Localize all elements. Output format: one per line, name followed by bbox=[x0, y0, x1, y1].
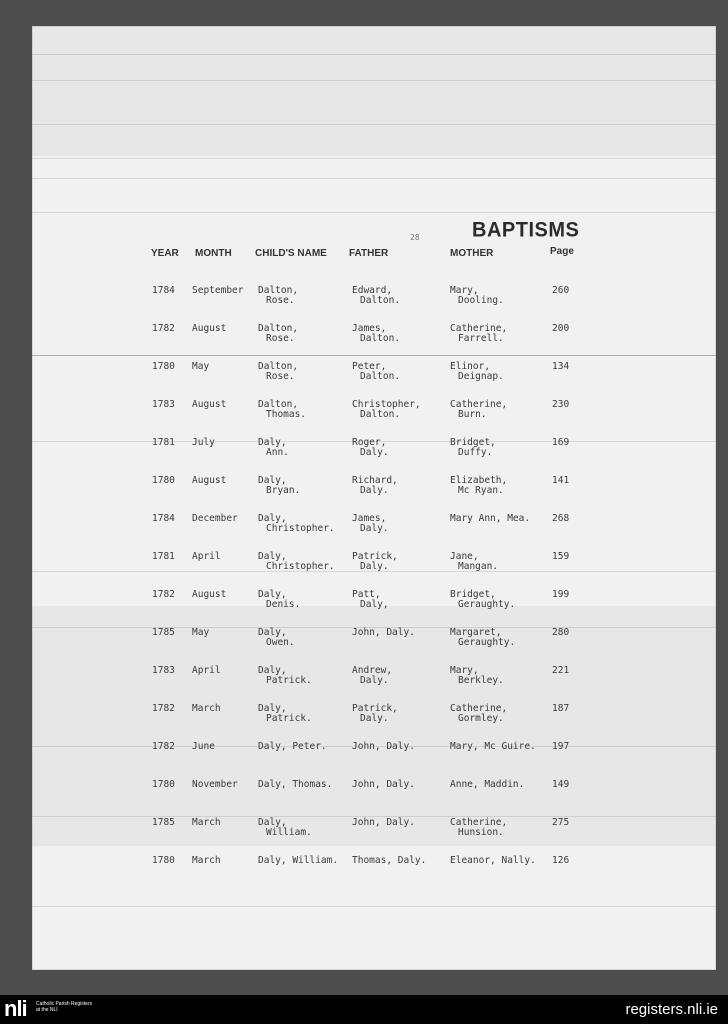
cell-page bbox=[552, 438, 569, 448]
header-page: Page bbox=[550, 246, 574, 257]
child-name-line: Daly, bbox=[258, 817, 287, 828]
mother-line: Jane, bbox=[450, 551, 479, 562]
mother-line: Bridget, bbox=[450, 437, 496, 448]
year-line: 1780 bbox=[152, 779, 175, 790]
table-row bbox=[32, 286, 716, 318]
child-name-line-2: Bryan. bbox=[266, 485, 301, 496]
mother-line: Mary, Mc Guire. bbox=[450, 741, 536, 752]
cell-child-name bbox=[258, 590, 300, 610]
cell-father bbox=[352, 590, 389, 610]
child-name-line: Dalton, bbox=[258, 361, 299, 372]
mother-line-2: Mc Ryan. bbox=[458, 485, 504, 496]
year-line: 1780 bbox=[152, 855, 175, 866]
mother-line: Mary Ann, Mea. bbox=[450, 513, 531, 524]
cell-father bbox=[352, 324, 400, 344]
year-line: 1785 bbox=[152, 817, 175, 828]
scan-line bbox=[32, 178, 716, 179]
year-line: 1781 bbox=[152, 437, 175, 448]
father-line: Edward, bbox=[352, 285, 393, 296]
mother-line: Mary, bbox=[450, 665, 479, 676]
page-line: 268 bbox=[552, 513, 570, 524]
nli-logo[interactable]: nli bbox=[4, 996, 27, 1021]
cell-year bbox=[152, 552, 175, 562]
mother-line-2: Geraughty. bbox=[458, 637, 516, 648]
child-name-line: Daly, bbox=[258, 437, 287, 448]
cell-year bbox=[152, 818, 175, 828]
header-year: YEAR bbox=[151, 248, 179, 259]
cell-page bbox=[552, 704, 569, 714]
cell-month bbox=[192, 362, 209, 372]
father-line: John, Daly. bbox=[352, 627, 415, 638]
mother-line-2: Gormley. bbox=[458, 713, 504, 724]
cell-month bbox=[192, 590, 226, 600]
table-row bbox=[32, 818, 716, 850]
header-father: FATHER bbox=[349, 248, 389, 259]
child-name-line: Daly, Thomas. bbox=[258, 779, 333, 790]
cell-page bbox=[552, 400, 569, 410]
cell-child-name bbox=[258, 514, 335, 534]
page-line: 197 bbox=[552, 741, 570, 752]
cell-page bbox=[552, 666, 569, 676]
cell-child-name bbox=[258, 286, 298, 306]
mother-line-2: Mangan. bbox=[458, 561, 499, 572]
cell-mother bbox=[450, 742, 536, 752]
child-name-line-2: Thomas. bbox=[266, 409, 307, 420]
cell-page bbox=[552, 476, 569, 486]
register-title: BAPTISMS bbox=[472, 218, 580, 242]
cell-year bbox=[152, 286, 175, 296]
father-line-2: Daly. bbox=[360, 561, 389, 572]
child-name-line: Daly, bbox=[258, 703, 287, 714]
cell-year bbox=[152, 628, 175, 638]
cell-father bbox=[352, 514, 389, 534]
cell-year bbox=[152, 476, 175, 486]
father-line: Roger, bbox=[352, 437, 387, 448]
cell-mother bbox=[450, 552, 498, 572]
father-line: Patrick, bbox=[352, 551, 398, 562]
cell-mother bbox=[450, 476, 507, 496]
child-name-line: Daly, bbox=[258, 589, 287, 600]
cell-father bbox=[352, 552, 398, 572]
cell-page bbox=[552, 742, 569, 752]
cell-child-name bbox=[258, 438, 289, 458]
mother-line-2: Hunsion. bbox=[458, 827, 504, 838]
cell-mother bbox=[450, 704, 507, 724]
year-line: 1782 bbox=[152, 323, 175, 334]
child-name-line-2: Rose. bbox=[266, 371, 295, 382]
mother-line: Catherine, bbox=[450, 817, 508, 828]
cell-child-name bbox=[258, 552, 335, 572]
month-line: August bbox=[192, 475, 227, 486]
year-line: 1783 bbox=[152, 665, 175, 676]
year-line: 1782 bbox=[152, 589, 175, 600]
year-line: 1782 bbox=[152, 741, 175, 752]
cell-page bbox=[552, 514, 569, 524]
table-row bbox=[32, 362, 716, 394]
mother-line: Mary, bbox=[450, 285, 479, 296]
page-number: 28 bbox=[410, 233, 420, 242]
child-name-line-2: Christopher. bbox=[266, 523, 335, 534]
cell-father bbox=[352, 286, 400, 306]
child-name-line-2: Patrick. bbox=[266, 713, 312, 724]
scan-band bbox=[32, 26, 716, 156]
register-page bbox=[32, 26, 716, 970]
page-line: 280 bbox=[552, 627, 570, 638]
cell-mother bbox=[450, 286, 504, 306]
cell-mother bbox=[450, 438, 496, 458]
child-name-line-2: Owen. bbox=[266, 637, 295, 648]
cell-page bbox=[552, 590, 569, 600]
table-row bbox=[32, 780, 716, 812]
mother-line: Catherine, bbox=[450, 399, 508, 410]
table-row bbox=[32, 552, 716, 584]
cell-year bbox=[152, 590, 175, 600]
cell-page bbox=[552, 780, 569, 790]
father-line: Patrick, bbox=[352, 703, 398, 714]
cell-page bbox=[552, 552, 569, 562]
cell-year bbox=[152, 362, 175, 372]
page-line: 141 bbox=[552, 475, 570, 486]
month-line: May bbox=[192, 627, 210, 638]
child-name-line-2: Patrick. bbox=[266, 675, 312, 686]
cell-child-name bbox=[258, 476, 300, 496]
cell-month bbox=[192, 666, 221, 676]
father-line: Richard, bbox=[352, 475, 398, 486]
mother-line-2: Farrell. bbox=[458, 333, 504, 344]
mother-line: Margaret, bbox=[450, 627, 502, 638]
page-line: 199 bbox=[552, 589, 570, 600]
table-row bbox=[32, 400, 716, 432]
year-line: 1780 bbox=[152, 361, 175, 372]
month-line: May bbox=[192, 361, 210, 372]
cell-father bbox=[352, 704, 398, 724]
father-line-2: Daly. bbox=[360, 713, 389, 724]
child-name-line: Daly, William. bbox=[258, 855, 339, 866]
cell-child-name bbox=[258, 628, 295, 648]
father-line: John, Daly. bbox=[352, 779, 415, 790]
cell-father bbox=[352, 438, 389, 458]
mother-line-2: Deignap. bbox=[458, 371, 504, 382]
child-name-line: Daly, bbox=[258, 475, 287, 486]
father-line: Peter, bbox=[352, 361, 387, 372]
month-line: April bbox=[192, 551, 221, 562]
cell-child-name bbox=[258, 704, 312, 724]
cell-month bbox=[192, 780, 238, 790]
page-line: 169 bbox=[552, 437, 570, 448]
scan-line bbox=[32, 158, 716, 159]
cell-mother bbox=[450, 856, 536, 866]
cell-child-name bbox=[258, 818, 312, 838]
child-name-line-2: William. bbox=[266, 827, 312, 838]
cell-year bbox=[152, 666, 175, 676]
table-row bbox=[32, 590, 716, 622]
month-line: June bbox=[192, 741, 215, 752]
cell-mother bbox=[450, 362, 504, 382]
father-line-2: Dalton. bbox=[360, 409, 401, 420]
year-line: 1780 bbox=[152, 475, 175, 486]
page-line: 221 bbox=[552, 665, 570, 676]
mother-line: Eleanor, Nally. bbox=[450, 855, 536, 866]
cell-year bbox=[152, 514, 175, 524]
mother-line: Catherine, bbox=[450, 323, 508, 334]
table-row bbox=[32, 476, 716, 508]
month-line: August bbox=[192, 399, 227, 410]
cell-year bbox=[152, 438, 175, 448]
cell-child-name bbox=[258, 362, 298, 382]
father-line-2: Daly, bbox=[360, 599, 389, 610]
page-line: 159 bbox=[552, 551, 570, 562]
cell-child-name bbox=[258, 666, 312, 686]
table-row bbox=[32, 324, 716, 356]
child-name-line: Daly, bbox=[258, 665, 287, 676]
cell-father bbox=[352, 666, 392, 686]
mother-line-2: Burn. bbox=[458, 409, 487, 420]
mother-line: Elinor, bbox=[450, 361, 491, 372]
cell-mother bbox=[450, 818, 507, 838]
year-line: 1783 bbox=[152, 399, 175, 410]
year-line: 1785 bbox=[152, 627, 175, 638]
cell-mother bbox=[450, 590, 515, 610]
cell-month bbox=[192, 476, 226, 486]
father-line: John, Daly. bbox=[352, 741, 415, 752]
page-line: 275 bbox=[552, 817, 570, 828]
father-line-2: Daly. bbox=[360, 675, 389, 686]
logo-caption: Catholic Parish Registers at the NLI bbox=[36, 1001, 93, 1013]
child-name-line: Daly, bbox=[258, 627, 287, 638]
footer-bar bbox=[0, 995, 728, 1024]
cell-mother bbox=[450, 666, 504, 686]
child-name-line: Daly, bbox=[258, 551, 287, 562]
month-line: December bbox=[192, 513, 238, 524]
father-line: John, Daly. bbox=[352, 817, 415, 828]
father-line-2: Daly. bbox=[360, 485, 389, 496]
table-row bbox=[32, 628, 716, 660]
cell-year bbox=[152, 704, 175, 714]
cell-month bbox=[192, 818, 221, 828]
cell-month bbox=[192, 514, 238, 524]
child-name-line: Dalton, bbox=[258, 323, 299, 334]
year-line: 1782 bbox=[152, 703, 175, 714]
cell-month bbox=[192, 286, 243, 296]
cell-month bbox=[192, 628, 209, 638]
cell-page bbox=[552, 324, 569, 334]
mother-line-2: Duffy. bbox=[458, 447, 493, 458]
father-line-2: Daly. bbox=[360, 523, 389, 534]
table-row bbox=[32, 704, 716, 736]
mother-line: Anne, Maddin. bbox=[450, 779, 525, 790]
year-line: 1781 bbox=[152, 551, 175, 562]
mother-line: Catherine, bbox=[450, 703, 508, 714]
cell-month bbox=[192, 552, 221, 562]
mother-line: Elizabeth, bbox=[450, 475, 508, 486]
page-line: 187 bbox=[552, 703, 570, 714]
month-line: August bbox=[192, 589, 227, 600]
scan-line bbox=[32, 212, 716, 213]
page-line: 149 bbox=[552, 779, 570, 790]
child-name-line: Dalton, bbox=[258, 285, 299, 296]
mother-line-2: Geraughty. bbox=[458, 599, 516, 610]
header-mother: MOTHER bbox=[450, 248, 494, 259]
page-line: 126 bbox=[552, 855, 570, 866]
year-line: 1784 bbox=[152, 513, 175, 524]
cell-child-name bbox=[258, 742, 327, 752]
cell-month bbox=[192, 704, 221, 714]
table-row bbox=[32, 438, 716, 470]
mother-line-2: Dooling. bbox=[458, 295, 504, 306]
scan-line bbox=[32, 54, 716, 55]
mother-line-2: Berkley. bbox=[458, 675, 504, 686]
father-line-2: Dalton. bbox=[360, 333, 401, 344]
cell-page bbox=[552, 286, 569, 296]
cell-month bbox=[192, 438, 215, 448]
cell-father bbox=[352, 400, 421, 420]
cell-father bbox=[352, 856, 426, 866]
cell-year bbox=[152, 742, 175, 752]
cell-father bbox=[352, 628, 415, 638]
father-line-2: Daly. bbox=[360, 447, 389, 458]
header-month: MONTH bbox=[195, 248, 232, 259]
cell-father bbox=[352, 780, 415, 790]
scan-line bbox=[32, 80, 716, 81]
table-row bbox=[32, 856, 716, 888]
month-line: March bbox=[192, 855, 221, 866]
child-name-line: Daly, Peter. bbox=[258, 741, 327, 752]
cell-month bbox=[192, 400, 226, 410]
mother-line: Bridget, bbox=[450, 589, 496, 600]
cell-mother bbox=[450, 628, 515, 648]
table-row bbox=[32, 742, 716, 774]
cell-year bbox=[152, 856, 175, 866]
child-name-line-2: Denis. bbox=[266, 599, 301, 610]
header-child-name: CHILD'S NAME bbox=[255, 248, 327, 259]
page-line: 134 bbox=[552, 361, 570, 372]
cell-page bbox=[552, 856, 569, 866]
cell-child-name bbox=[258, 780, 332, 790]
month-line: March bbox=[192, 703, 221, 714]
site-link[interactable]: registers.nli.ie bbox=[625, 1001, 718, 1018]
father-line: Andrew, bbox=[352, 665, 393, 676]
cell-father bbox=[352, 742, 415, 752]
cell-mother bbox=[450, 324, 507, 344]
cell-page bbox=[552, 818, 569, 828]
month-line: November bbox=[192, 779, 238, 790]
child-name-line-2: Ann. bbox=[266, 447, 289, 458]
cell-page bbox=[552, 628, 569, 638]
month-line: March bbox=[192, 817, 221, 828]
cell-year bbox=[152, 400, 175, 410]
cell-mother bbox=[450, 514, 530, 524]
year-line: 1784 bbox=[152, 285, 175, 296]
cell-month bbox=[192, 324, 226, 334]
month-line: July bbox=[192, 437, 215, 448]
child-name-line: Dalton, bbox=[258, 399, 299, 410]
father-line: James, bbox=[352, 513, 387, 524]
cell-child-name bbox=[258, 400, 306, 420]
cell-mother bbox=[450, 400, 507, 420]
page-line: 200 bbox=[552, 323, 570, 334]
page-line: 230 bbox=[552, 399, 570, 410]
cell-year bbox=[152, 780, 175, 790]
cell-child-name bbox=[258, 856, 338, 866]
month-line: September bbox=[192, 285, 244, 296]
cell-father bbox=[352, 476, 398, 496]
scan-line bbox=[32, 906, 716, 907]
cell-year bbox=[152, 324, 175, 334]
table-row bbox=[32, 666, 716, 698]
child-name-line-2: Christopher. bbox=[266, 561, 335, 572]
page-line: 260 bbox=[552, 285, 570, 296]
father-line-2: Dalton. bbox=[360, 371, 401, 382]
cell-child-name bbox=[258, 324, 298, 344]
cell-mother bbox=[450, 780, 524, 790]
month-line: August bbox=[192, 323, 227, 334]
child-name-line-2: Rose. bbox=[266, 333, 295, 344]
cell-page bbox=[552, 362, 569, 372]
father-line: Patt, bbox=[352, 589, 381, 600]
father-line-2: Dalton. bbox=[360, 295, 401, 306]
father-line: Thomas, Daly. bbox=[352, 855, 427, 866]
cell-month bbox=[192, 742, 215, 752]
scan-line bbox=[32, 124, 716, 125]
cell-father bbox=[352, 818, 415, 828]
father-line: James, bbox=[352, 323, 387, 334]
table-row bbox=[32, 514, 716, 546]
child-name-line: Daly, bbox=[258, 513, 287, 524]
father-line: Christopher, bbox=[352, 399, 421, 410]
month-line: April bbox=[192, 665, 221, 676]
cell-father bbox=[352, 362, 400, 382]
child-name-line-2: Rose. bbox=[266, 295, 295, 306]
cell-month bbox=[192, 856, 221, 866]
